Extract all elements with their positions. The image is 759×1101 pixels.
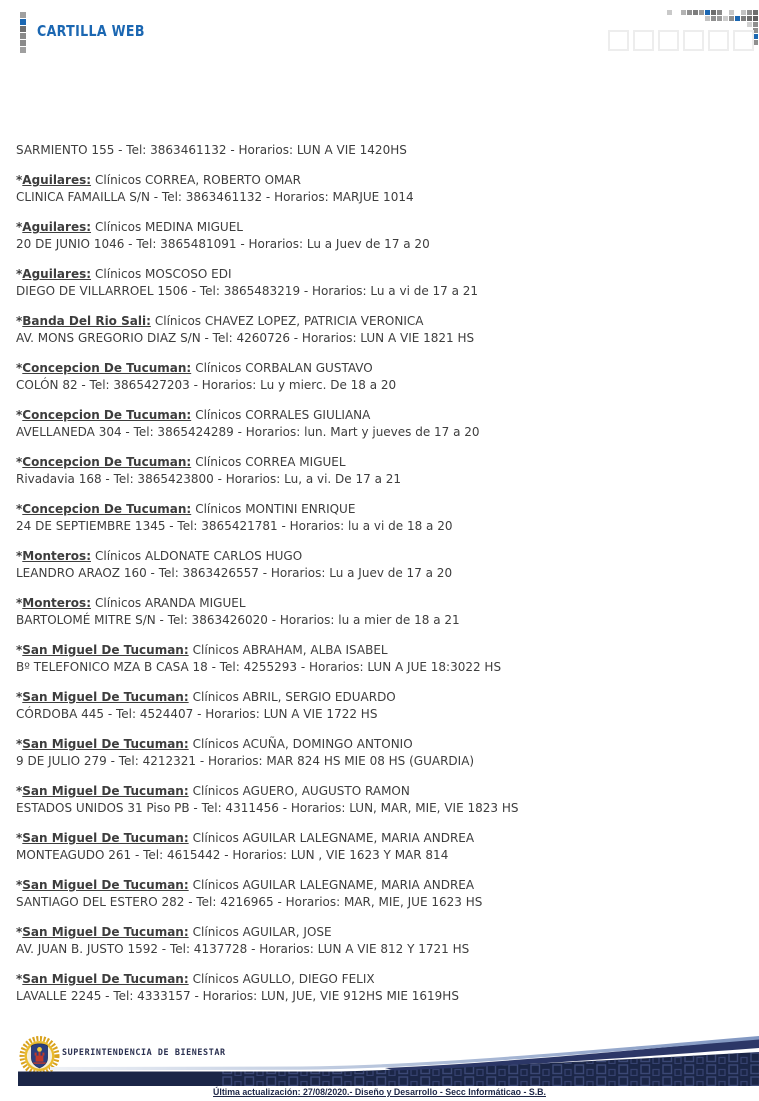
entry-star: * xyxy=(16,643,23,657)
entry-location: Monteros: xyxy=(22,549,91,563)
entry-details: LAVALLE 2245 - Tel: 4333157 - Horarios: LUN, JUE, VIE 912HS MIE 1619HS xyxy=(16,989,459,1003)
entry-title-line xyxy=(16,830,736,847)
entry-title-line xyxy=(16,971,736,988)
entry-specialty-doctor: Clínicos AGUILAR LALEGNAME, MARIA ANDREA xyxy=(192,878,475,892)
entry-details: AV. MONS GREGORIO DIAZ S/N - Tel: 4260726 - Horarios: LUN A VIE 1821 HS xyxy=(16,331,475,345)
directory-entry xyxy=(16,313,736,347)
page-title: CARTILLA WEB xyxy=(37,22,145,40)
entry-location: San Miguel De Tucuman: xyxy=(22,690,189,704)
entry-location: San Miguel De Tucuman: xyxy=(22,737,189,751)
entry-location: Concepcion De Tucuman: xyxy=(22,408,192,422)
entry-title-line xyxy=(16,548,736,565)
entry-star: * xyxy=(16,737,23,751)
directory-entry xyxy=(16,595,736,629)
entry-star: * xyxy=(16,455,23,469)
entry-details: 24 DE SEPTIEMBRE 1345 - Tel: 3865421781 - Horarios: lu a vi de 18 a 20 xyxy=(16,519,453,533)
entry-details: AVELLANEDA 304 - Tel: 3865424289 - Horarios: lun. Mart y jueves de 17 a 20 xyxy=(16,425,480,439)
entry-details: BARTOLOMÉ MITRE S/N - Tel: 3863426020 - Horarios: lu a mier de 18 a 21 xyxy=(16,613,460,627)
directory-entry xyxy=(16,172,736,206)
entry-specialty-doctor: Clínicos ALDONATE CARLOS HUGO xyxy=(95,549,303,563)
entry-star: * xyxy=(16,831,23,845)
entry-specialty-doctor: Clínicos MEDINA MIGUEL xyxy=(95,220,243,234)
entry-location: Banda Del Rio Sali: xyxy=(22,314,151,328)
entry-star: * xyxy=(16,502,23,516)
footer-updated-line: Última actualización: 27/08/2020.- Diseño y Desarrollo - Secc Informáticao - S.B. xyxy=(213,1087,546,1097)
entry-location: Concepcion De Tucuman: xyxy=(22,361,192,375)
entry-title-line xyxy=(16,595,736,612)
directory-entry xyxy=(16,736,736,770)
directory-entry xyxy=(16,642,736,676)
entry-star: * xyxy=(16,361,23,375)
entry-details: DIEGO DE VILLARROEL 1506 - Tel: 3865483219 - Horarios: Lu a vi de 17 a 21 xyxy=(16,284,479,298)
entry-specialty-doctor: Clínicos ACUÑA, DOMINGO ANTONIO xyxy=(192,737,413,751)
entry-details: SANTIAGO DEL ESTERO 282 - Tel: 4216965 - Horarios: MAR, MIE, JUE 1623 HS xyxy=(16,895,483,909)
entry-star: * xyxy=(16,596,23,610)
entry-location: Monteros: xyxy=(22,596,91,610)
entry-details: MONTEAGUDO 261 - Tel: 4615442 - Horarios: LUN , VIE 1623 Y MAR 814 xyxy=(16,848,449,862)
brand-squares-icon xyxy=(20,12,27,54)
entry-specialty-doctor: Clínicos ABRAHAM, ALBA ISABEL xyxy=(192,643,388,657)
entry-title-line xyxy=(16,313,736,330)
entry-star: * xyxy=(16,925,23,939)
entry-location: San Miguel De Tucuman: xyxy=(22,878,189,892)
entry-specialty-doctor: Clínicos ARANDA MIGUEL xyxy=(95,596,246,610)
footer-org-name: SUPERINTENDENCIA DE BIENESTAR xyxy=(62,1047,226,1057)
entry-location: Aguilares: xyxy=(22,173,92,187)
entry-title-line xyxy=(16,689,736,706)
entry-location: San Miguel De Tucuman: xyxy=(22,784,189,798)
entry-specialty-doctor: Clínicos CORREA MIGUEL xyxy=(195,455,346,469)
entry-title-line xyxy=(16,736,736,753)
entry-title-line xyxy=(16,266,736,283)
entry-location: Aguilares: xyxy=(22,267,92,281)
directory-entry xyxy=(16,501,736,535)
pixel-art-decoration xyxy=(600,0,759,60)
entry-title-line xyxy=(16,877,736,894)
entry-details: AV. JUAN B. JUSTO 1592 - Tel: 4137728 - Horarios: LUN A VIE 812 Y 1721 HS xyxy=(16,942,470,956)
entry-specialty-doctor: Clínicos AGUILAR, JOSE xyxy=(192,925,332,939)
directory-entry xyxy=(16,407,736,441)
directory-entry xyxy=(16,360,736,394)
entry-star: * xyxy=(16,878,23,892)
entry-specialty-doctor: Clínicos AGUILAR LALEGNAME, MARIA ANDREA xyxy=(192,831,475,845)
entry-specialty-doctor: Clínicos AGUERO, AUGUSTO RAMON xyxy=(192,784,410,798)
entry-title-line xyxy=(16,924,736,941)
entry-star: * xyxy=(16,784,23,798)
entry-location: Aguilares: xyxy=(22,220,92,234)
directory-entry xyxy=(16,971,736,1005)
entry-specialty-doctor: Clínicos ABRIL, SERGIO EDUARDO xyxy=(192,690,396,704)
entry-star: * xyxy=(16,690,23,704)
entry-star: * xyxy=(16,408,23,422)
entry-location: San Miguel De Tucuman: xyxy=(22,831,189,845)
entry-details: LEANDRO ARAOZ 160 - Tel: 3863426557 - Horarios: Lu a Juev de 17 a 20 xyxy=(16,566,453,580)
entry-title-line xyxy=(16,642,736,659)
entry-details: COLÓN 82 - Tel: 3865427203 - Horarios: Lu y mierc. De 18 a 20 xyxy=(16,378,397,392)
directory-entry xyxy=(16,266,736,300)
directory-entry xyxy=(16,219,736,253)
entry-title-line xyxy=(16,454,736,471)
entry-title-line xyxy=(16,501,736,518)
entry-specialty-doctor: Clínicos MOSCOSO EDI xyxy=(95,267,232,281)
entry-details-continued: SARMIENTO 155 - Tel: 3863461132 - Horarios: LUN A VIE 1420HS xyxy=(16,143,407,157)
directory-entry xyxy=(16,454,736,488)
directory-entry xyxy=(16,877,736,911)
entry-star: * xyxy=(16,220,23,234)
entry-specialty-doctor: Clínicos AGULLO, DIEGO FELIX xyxy=(192,972,375,986)
footer-swoosh-graphic xyxy=(0,1036,759,1088)
directory-entry xyxy=(16,924,736,958)
entry-location: San Miguel De Tucuman: xyxy=(22,643,189,657)
entry-star: * xyxy=(16,549,23,563)
entry-title-line xyxy=(16,219,736,236)
entry-title-line xyxy=(16,407,736,424)
entry-star: * xyxy=(16,314,23,328)
entry-location: San Miguel De Tucuman: xyxy=(22,925,189,939)
directory-entry xyxy=(16,689,736,723)
directory-entry xyxy=(16,783,736,817)
entry-location: Concepcion De Tucuman: xyxy=(22,455,192,469)
directory-list xyxy=(16,142,736,1018)
entry-details: CLINICA FAMAILLA S/N - Tel: 3863461132 - Horarios: MARJUE 1014 xyxy=(16,190,414,204)
entry-location: Concepcion De Tucuman: xyxy=(22,502,192,516)
entry-details: 9 DE JULIO 279 - Tel: 4212321 - Horarios: MAR 824 HS MIE 08 HS (GUARDIA) xyxy=(16,754,475,768)
entry-details: ESTADOS UNIDOS 31 Piso PB - Tel: 4311456 - Horarios: LUN, MAR, MIE, VIE 1823 HS xyxy=(16,801,519,815)
entries-container xyxy=(16,172,736,1005)
entry-specialty-doctor: Clínicos CHAVEZ LOPEZ, PATRICIA VERONICA xyxy=(154,314,424,328)
entry-title-line xyxy=(16,783,736,800)
directory-entry xyxy=(16,830,736,864)
entry-title-line xyxy=(16,172,736,189)
entry-details: Rivadavia 168 - Tel: 3865423800 - Horarios: Lu, a vi. De 17 a 21 xyxy=(16,472,402,486)
entry-details: CÓRDOBA 445 - Tel: 4524407 - Horarios: LUN A VIE 1722 HS xyxy=(16,707,378,721)
entry-specialty-doctor: Clínicos CORBALAN GUSTAVO xyxy=(195,361,373,375)
entry-star: * xyxy=(16,173,23,187)
entry-details: 20 DE JUNIO 1046 - Tel: 3865481091 - Horarios: Lu a Juev de 17 a 20 xyxy=(16,237,430,251)
entry-title-line xyxy=(16,360,736,377)
directory-entry xyxy=(16,548,736,582)
entry-star: * xyxy=(16,267,23,281)
entry-specialty-doctor: Clínicos MONTINI ENRIQUE xyxy=(195,502,356,516)
entry-details: Bº TELEFONICO MZA B CASA 18 - Tel: 4255293 - Horarios: LUN A JUE 18:3022 HS xyxy=(16,660,502,674)
entry-specialty-doctor: Clínicos CORRALES GIULIANA xyxy=(195,408,371,422)
entry-star: * xyxy=(16,972,23,986)
entry-location: San Miguel De Tucuman: xyxy=(22,972,189,986)
entry-specialty-doctor: Clínicos CORREA, ROBERTO OMAR xyxy=(95,173,301,187)
